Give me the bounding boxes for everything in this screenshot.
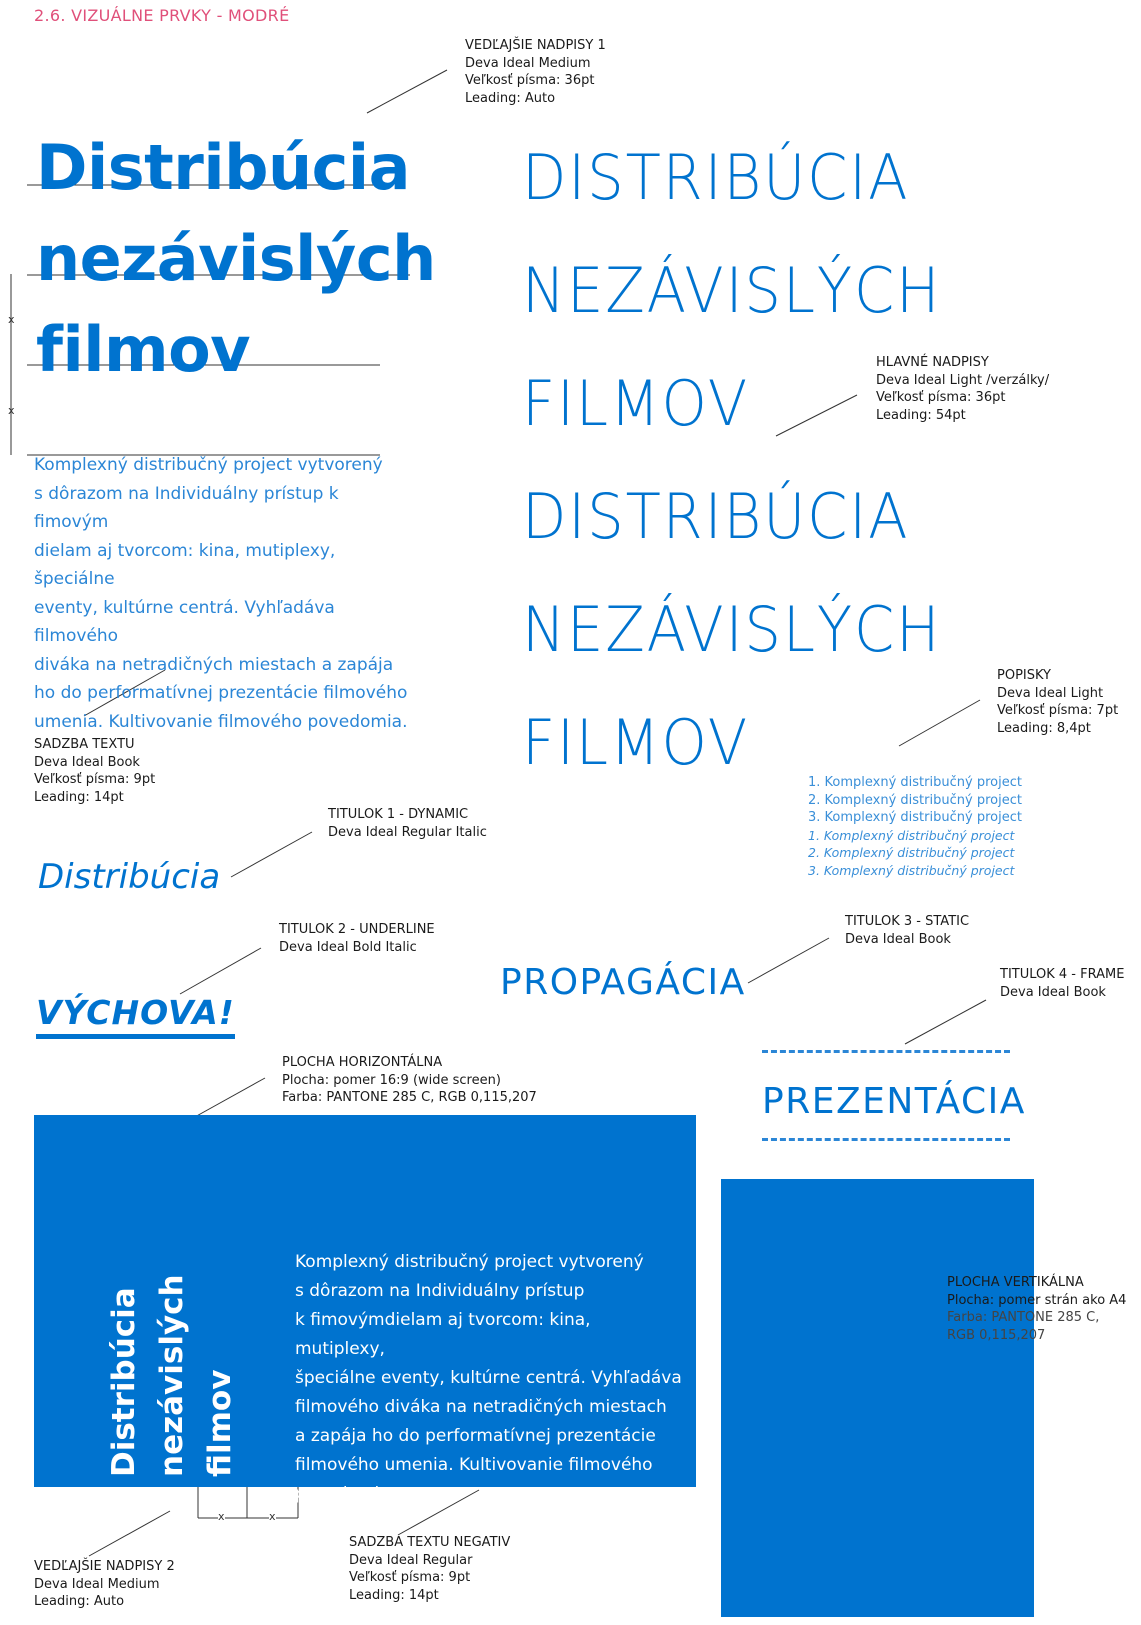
main-title-line: Distribúcia [36, 131, 410, 204]
note-title: TITULOK 1 - DYNAMIC [328, 807, 469, 822]
note-title: TITULOK 2 - UNDERLINE [279, 922, 435, 937]
negative-line: filmového diváka na netradičných miestach [295, 1397, 667, 1417]
note-title: PLOCHA VERTIKÁLNA [947, 1275, 1084, 1290]
note-title: POPISKY [997, 668, 1051, 683]
note-line: Deva Ideal Medium [465, 55, 591, 71]
note-titulok-3 [845, 913, 969, 948]
negative-line: s dôrazom na Individuálny prístup [295, 1281, 585, 1301]
note-line: Veľkosť písma: 36pt [465, 73, 595, 88]
note-line: Deva Ideal Regular [349, 1552, 473, 1568]
note-plocha-vertikalna [947, 1274, 1126, 1344]
spacing-marker: x [218, 1510, 225, 1523]
spacing-marker: x [8, 404, 15, 417]
vertical-title-line: nezávislých [154, 1274, 190, 1477]
note-line: Deva Ideal Light /verzálky/ [876, 372, 1050, 388]
negative-line: filmového umenia. Kultivovanie filmového [295, 1455, 653, 1475]
body-line: Komplexný distribučný project vytvorený [34, 455, 383, 475]
vertical-title-line: Distribúcia [106, 1287, 142, 1477]
body-line: eventy, kultúrne centrá. Vyhľadáva filmového [34, 597, 335, 646]
note-title: PLOCHA HORIZONTÁLNA [282, 1055, 443, 1070]
negative-line: Komplexný distribučný project vytvorený [295, 1252, 644, 1272]
negative-line: k fimovýmdielam aj tvorcom: kina, mutiplexy, [295, 1310, 591, 1359]
caption-list [808, 774, 1022, 879]
note-titulok-1 [328, 806, 487, 841]
negative-body-text [295, 1248, 685, 1509]
body-line: ho do performatívnej prezentácie filmového [34, 683, 408, 703]
note-sadzba-textu [34, 736, 155, 806]
note-line: RGB 0,115,207 [947, 1327, 1046, 1343]
body-line: umenia. Kultivovanie filmového povedomia. [34, 711, 408, 732]
note-title: VEDĽAJŠIE NADPISY 1 [465, 38, 606, 53]
note-titulok-2 [279, 921, 435, 956]
caps-title-line: FILMOV [522, 367, 750, 440]
note-line: Deva Ideal Book [34, 754, 140, 770]
body-line: dielam aj tvorcom: kina, mutiplexy, špeciálne [34, 540, 336, 589]
note-line: Deva Ideal Light [997, 685, 1104, 701]
main-title [36, 122, 436, 395]
note-line: Deva Ideal Medium [34, 1576, 160, 1592]
note-line: Plocha: pomer 16:9 (wide screen) [282, 1072, 501, 1088]
note-plocha-horizontalna [282, 1054, 537, 1107]
note-title: VEDĽAJŠIE NADPISY 2 [34, 1559, 175, 1574]
vertical-panel [721, 1179, 1034, 1617]
note-line: Leading: 54pt [876, 407, 966, 423]
body-line: s dôrazom na Individuálny prístup k fimovým [34, 483, 339, 532]
note-sadzba-negativ [349, 1534, 510, 1604]
body-text [34, 451, 414, 736]
note-line: Deva Ideal Book [1000, 984, 1106, 1000]
note-title: SADZBA TEXTU [34, 737, 135, 752]
title-static: PROPAGÁCIA [500, 962, 746, 1003]
vertical-title [100, 1274, 244, 1477]
note-line: Plocha: pomer strán ako A4 [947, 1292, 1127, 1308]
note-line: Farba: PANTONE 285 C, RGB 0,115,207 [282, 1090, 537, 1105]
note-popisky [997, 667, 1118, 737]
caps-title-line: NEZÁVISLÝCH [522, 593, 942, 666]
note-line: Deva Ideal Regular Italic [328, 824, 487, 840]
note-line: Farba: PANTONE 285 C, [947, 1310, 1100, 1325]
negative-line: a zapája ho do performatívnej prezentácie [295, 1426, 656, 1446]
caps-title-line: DISTRIBÚCIA [522, 480, 910, 553]
note-line: Leading: Auto [34, 1594, 125, 1609]
caption-item: 1. Komplexný distribučný project [808, 775, 1022, 790]
note-title: TITULOK 3 - STATIC [845, 914, 970, 929]
caps-title [522, 121, 973, 799]
spacing-marker: x [269, 1510, 276, 1523]
note-line: Deva Ideal Bold Italic [279, 939, 417, 955]
note-line: Leading: 14pt [349, 1587, 439, 1603]
caption-item-italic: 3. Komplexný distribučný project [808, 862, 1015, 878]
section-title: 2.6. VIZUÁLNE PRVKY - MODRÉ [34, 6, 290, 25]
caption-item-italic: 2. Komplexný distribučný project [808, 845, 1015, 860]
title-frame: PREZENTÁCIA [762, 1050, 1010, 1141]
note-vedlajsie-nadpisy-2 [34, 1558, 175, 1611]
note-title: SADZBA TEXTU NEGATIV [349, 1535, 511, 1550]
body-line: diváka na netradičných miestach a zapája [34, 654, 394, 675]
caption-item: 3. Komplexný distribučný project [808, 810, 1022, 825]
note-line: Leading: Auto [465, 90, 556, 106]
caps-title-line: NEZÁVISLÝCH [522, 254, 942, 327]
caption-item: 2. Komplexný distribučný project [808, 792, 1022, 808]
note-title: HLAVNÉ NADPISY [876, 355, 989, 370]
note-title: TITULOK 4 - FRAME [1000, 967, 1125, 982]
spacing-marker: x [8, 313, 15, 326]
note-titulok-4 [1000, 966, 1124, 1001]
caps-title-line: FILMOV [522, 706, 750, 779]
caption-item-italic: 1. Komplexný distribučný project [808, 827, 1015, 843]
title-underline: VÝCHOVA! [36, 993, 235, 1039]
note-line: Veľkosť písma: 9pt [349, 1570, 471, 1585]
note-line: Deva Ideal Book [845, 931, 951, 947]
note-line: Leading: 8,4pt [997, 720, 1091, 736]
note-line: Veľkosť písma: 9pt [34, 772, 156, 787]
main-title-line: nezávislých [36, 222, 436, 295]
caps-title-line: DISTRIBÚCIA [522, 141, 910, 214]
note-line: Veľkosť písma: 7pt [997, 703, 1119, 718]
negative-line: špeciálne eventy, kultúrne centrá. Vyhľadáva [295, 1368, 682, 1388]
title-dynamic: Distribúcia [38, 857, 221, 897]
note-vedlajsie-nadpisy-1 [465, 37, 606, 107]
note-line: Leading: 14pt [34, 789, 124, 805]
main-title-line: filmov [36, 313, 251, 386]
negative-line: povedomia. [295, 1484, 396, 1504]
vertical-title-line: filmov [202, 1369, 238, 1477]
note-line: Veľkosť písma: 36pt [876, 390, 1006, 405]
